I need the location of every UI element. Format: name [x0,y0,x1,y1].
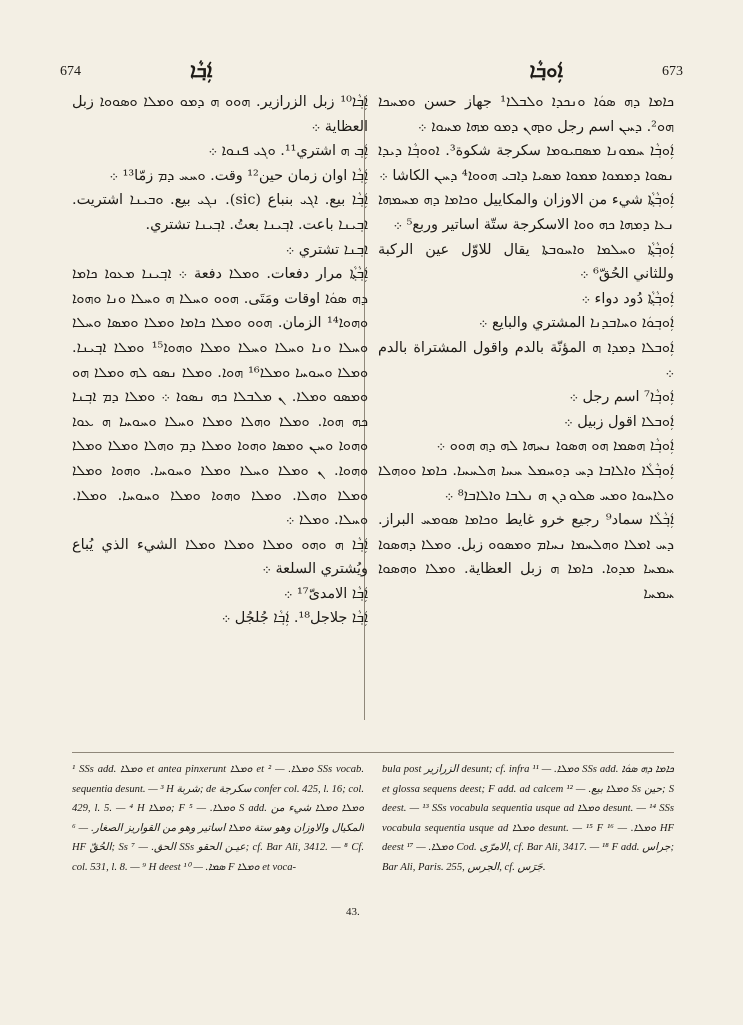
entry: ܐܒ݂ܢܐ تشتري ܀ [285,241,368,258]
left-column [72,90,368,730]
page-number-right: 673 [662,64,683,79]
entry: ܐܲܘܒܠܐ اقول زبيل ܀ [564,413,674,430]
entry: ܐܲܒ݂ܵܐ الامدىّ¹⁷ ܀ [283,585,368,602]
page-number-left: 674 [60,64,81,79]
entry: ܐܲܘܒ݂ܵܐ ܗܣܡܐ ܗܘ ܗܣܘܐ ܢܚܗܐ ܠܗ ܕܗ ܗܘܘ ܀ [436,438,674,455]
footnotes-right: bula post الزرازير desunt; cf. infra ܘܡܠܐ. — ¹¹ SSs add. ܟܐܡܐ ܕܗ ܣܘܿܐ et glossa sequens deest; F add. ad calcem ܘܡܠܐ بيع. — ¹² Ss حين; S deest. — ¹³ SSs vocabula sequentia usque ad ܘܡܠܐ desunt. — ¹⁴ SSs vocabula sequentia usque ad ܘܡܠܐ desunt. — ¹⁵ F ܘܡܠܐ. — ¹⁶ HF deest ܘܡܠܐ. — ¹⁷ Cod. الامرّى, cf. Bar Ali, 3417. — ¹⁸ F add. جراس; Bar Ali, Paris. 255, الجرس, cf. جَرَس. [382,764,674,873]
entry: ܐܲܒ݂ܵܬ݂ܵܐ مرار دفعات. ܘܡܠܐ دفعة ܀ ܐܒ݂ܝܢܐ ܡܥܘܐ ܟܐܡܐ ܕܗ ܣܘܿܐ اوقات ومَتَى. ܗܘܘ ܘܚܠܐ ܗ ܘܚܠܐ ܘܢܐ ܘܗܘܐ ܘܗܘܐ¹⁴ الزمان. ܗܘܘ ܘܡܠܐ ܟܐܡܐ ܘܡܠܐ ܘܡܣܐ ܘܚܠܐ ܘܚܠܐ ܘܢܐ ܘܚܠܐ ܘܚܠܐ ܘܡܠܐ ܘܗܘܐ¹⁵ ܘܡܠܐ ܐܒ݂ܝܢܐ. ܘܡܠܐ ܘܚܘܚܐ ܘܡܠܐ¹⁶ ܗܘܐ. ܘܡܠܐ ܢܣܘ ܠܗ ܘܡܠܐ ܗܘ ܘܡܣܘ ܘܡܠܐ. ܢ ܡܠܒܠܐ ܟܗ ܢܣܘܐ ܀ ܘܡܠܐ ܕܡ ܐܒ݂ܢܐ ܟܗ ܗܘܐ. ܘܡܠܐ ܘܗܠܐ ܘܡܠܐ ܘܚܠܐ ܘܚܘܚܐ ܗ ܥܘܐ ܘܗܘܐ ܘܚܢ ܘܡܣܐ ܘܗܘܐ ܘܡܠܐ ܕܡ ܘܗܠܐ ܘܡܠܐ ܘܡܠܐ ܘܗܘܐ. ܢ ܘܡܠܐ ܘܚܠܐ ܘܡܠܐ ܘܚܘܚܐ. ܘܗܘܐ ܘܡܠܐ ܘܡܠܐ ܘܗܠܐ. ܘܡܠܐ ܘܗܘܐ ܘܡܠܐ ܘܚܘܚܐ. ܘܡܠܐ. ܘܚܠܐ. ܘܡܠܐ ܀ [72,266,368,529]
entry: ܐܲܘܒ݂ܵܐ ܚܡܘܢܐ ܡܣܩܝܘܡܐ سكرجة شكوة³. ܐܘܘܒ݂ܵܐ ܕܝܕܐ ܢܣܘܐ ܕܡܡܘܐ ܡܡܘܐ ܡܣܝܐ ܕܐܒܝ ܗܘܘܐ⁴ ܕܚܢ الكاشا ܀ [378,143,674,184]
running-headword-right: ܐܲܘܒ݂ܵܐ [529,58,563,82]
signature-mark: 43. [346,906,360,918]
entry: ܐܲܒ݂ܵܐ ܗ ܘܗܘ ܘܡܠܐ ܘܡܠܐ ܘܡܠܐ الشيء الذي يُباع ويُشتري السلعة ܀ [72,536,368,578]
entry: ܐܲܘܒ݂ܘܿܐ ܘܚܐܒܕܢܐ المشتري والبايع ܀ [478,315,674,332]
right-column [378,90,674,730]
entry: ܐܲܘܒܠܐ ܕܡܕܐ ܗ المؤنّة بالدم واقول المشتراة بالدم ܀ [378,339,674,381]
entry: ܐܲܒ݂ܵܐ جلاجل¹⁸. ܐܲܒ݂ܵܐ جُلجُل ܀ [221,610,368,627]
footnotes-left: ¹ SSs add. ܘܡܠܐ et antea pinxerunt ܘܡܠܐ et ܘܡܠܐ. — ² SSs vocab. sequentia desunt. — ³ H شربة; de سكرجة confer col. 425, l. 16; col. 429, l. 5. — ⁴ H ܘܡܠܐ; F ܘܡܠܐ. — ⁵ S add. ܘܡܠܐ ܘܡܠܐ شيء من المكيال والاوزان وهو ستة ܘܡܠܐ اساتير وهو من القواريز الصغار. — ⁶ HF الحُقّ; Ss الحق. — ⁷ SSs عيـن الحقو; cf. Bar Ali, 3412. — ⁸ Cf. col. 531, l. 8. — ⁹ H deest ܣܡܐ. — ¹⁰ F ܘܡܠܐ et voca- [72,764,364,873]
entry: ܐܲܒ݂ܵܐ¹⁰ زبل الزرازير. ܗܘܘ ܗ ܕܡܘ ܘܡܠܐ ܘܣܘܘܐ زبل العظاية ܀ [72,94,368,135]
footnote-rule [72,752,674,753]
page-header [60,58,683,88]
entry: ܐܲܘܒ݂ܵܐ⁷ اسم رجل ܀ [569,389,674,406]
running-headword-left: ܐܲܒ݂ܵܐ [190,58,213,82]
entry: ܐܲܒ݂ܵܐ اوان زمان حين¹² وقت. ܘܚܚ ܕܡ زمّا¹³ ܀ [109,167,368,184]
entry: ܐܲܘܒ݂ܵܬ݂ܵܐ شيء من الاوزان والمكاييل ܘܟܐܡܐ ܕܗ ܡܚܡܗܐ ܢܥܐ ܕܡܗܐ ܟܗ ܘܘܐ الاسكرجة ستّة اساتير وربع⁵ ܀ [378,192,674,233]
entry: ܐܲܘܒ݂ܵܬ݂ܵܐ دُود دواء ܀ [581,290,674,307]
entry: ܐܲܒ݂ ܗ اشتري¹¹. ܘܓܝ ܦܢܘܐ ܀ [208,143,368,160]
entry: ܐܲܒ݂ܵܐ بيع. ܐܓܝ بنباع (sic). ܢܓܝ بيع. ܘܒܝܢܐ اشتريت. ܐܒ݂ܝܢܐ باعت. ܐܒ݂ܝܢܐ بعتُ. ܐܒ݂ܝܢܐ تشتري. [72,192,368,233]
entry: ܐܲܘܒ݂ܵܬ݂ܵܐ ܘܚܠܡܐ ܘܐܚܘܒܬܐ يقال للاوّل عين الركبة وللثاني الحُقّ⁶ ܀ [378,241,674,283]
entry: ܟܐܡܐ ܕܗ ܣܘܿܐ ܘܢܟܕܐ ܘܠܒܠܐ¹ جهاز حسن ܘܡܚܟܐ ܗܘ². ܕܚܢ اسم رجل ܘܕܗܢ ܕܡܘ ܡܗܐ ܡܚܘܐ ܀ [378,94,674,135]
entry: ܐܲܘܒ݂ܵܠܵܐ ܘܐܠܐܒܐ ܕܚ ܕܘܚܡܠ ܚܚܐ ܗܠܚܚܐ. ܟܐܡܐ ܘܘܗܠܐ ܘܠܐܚܘܐ ܘܡܚ ܣܠܘ ܕܢ ܗ ܢܠܒܐ ܘܐܠܐܒܐ⁸ ܀ [378,462,674,504]
entry: ܐܲܒ݂ܵܠܵܐ سماد⁹ رجيع خرو غايط ܘܟܐܡܐ ܣܘܡܚ البراز. ܕܚ ܐܡܠܐ ܘܗܠܚܡܐ ܢܚܐܡ ܘܡܣܘܘ زبل. ܘܡܠܐ ܕܗܣܘܐ ܚܡܚܐ ܡܕܘܐ. ܟܐܡܐ ܗ زبل العظاية. ܘܡܠܐ ܘܗܣܘܐ ܚܡܚܐ [378,512,674,602]
